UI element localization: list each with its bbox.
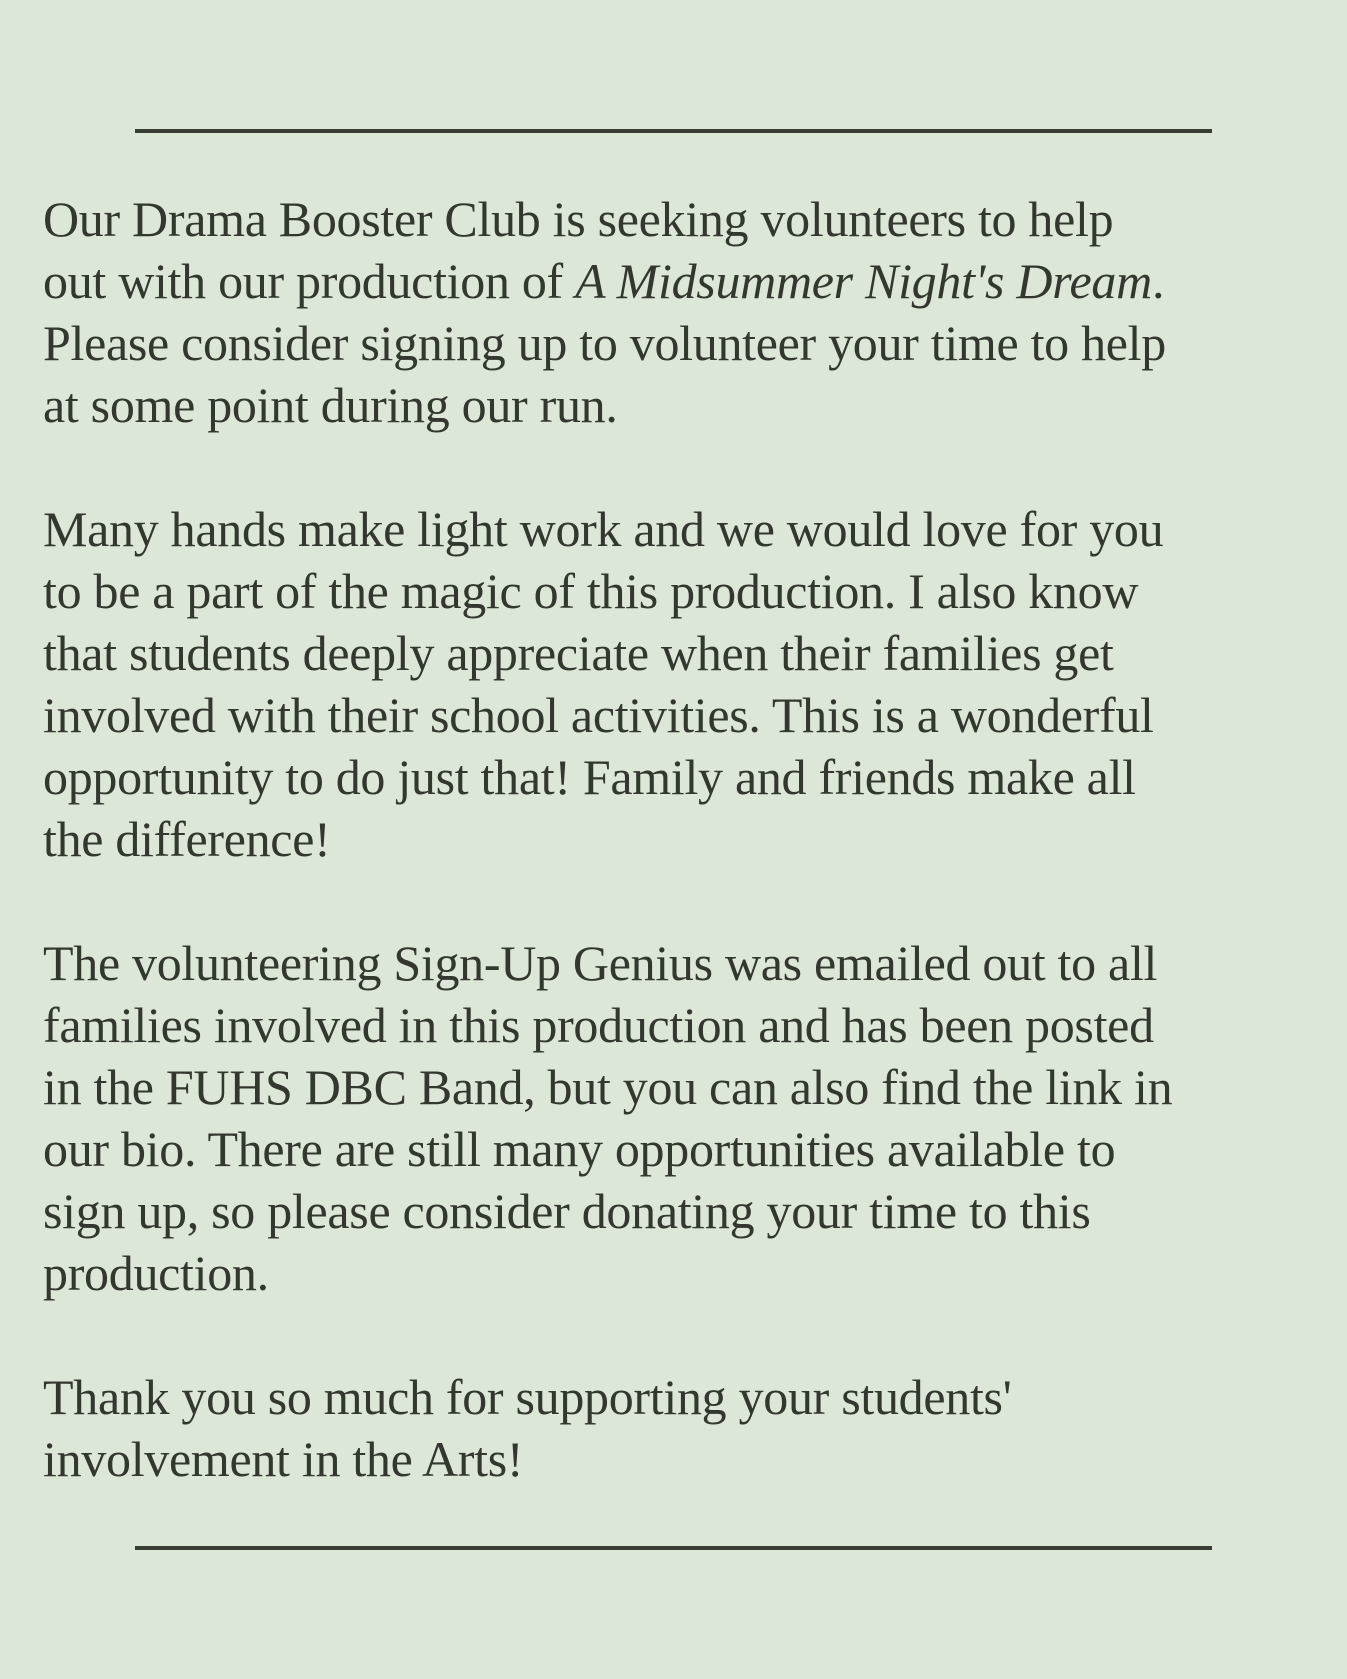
play-title: A Midsummer Night's Dream — [575, 253, 1152, 309]
text-line: production. — [43, 1245, 269, 1301]
paragraph-thanks — [43, 1366, 1333, 1490]
text-line: our bio. There are still many opportunities available to — [43, 1121, 1116, 1177]
text-line: Please consider signing up to volunteer your time to help — [43, 315, 1166, 371]
paragraph-intro — [43, 188, 1333, 436]
paragraph-many-hands — [43, 498, 1333, 870]
text-line: at some point during our run. — [43, 377, 618, 433]
text-line: that students deeply appreciate when their families get — [43, 625, 1114, 681]
text-line: Many hands make light work and we would love for you — [43, 501, 1164, 557]
text-line: the difference! — [43, 811, 331, 867]
text-line: in the FUHS DBC Band, but you can also find the link in — [43, 1059, 1173, 1115]
paragraph-signup — [43, 932, 1333, 1304]
bottom-divider — [135, 1546, 1212, 1550]
top-divider — [135, 129, 1212, 133]
text-line: involvement in the Arts! — [43, 1431, 524, 1487]
text-segment: . — [1151, 253, 1165, 309]
text-line: Thank you so much for supporting your students' — [43, 1369, 1012, 1425]
text-segment: out with our production of — [43, 253, 576, 309]
announcement-body — [43, 188, 1333, 1552]
text-line: families involved in this production and has been posted — [43, 997, 1154, 1053]
text-line: sign up, so please consider donating your time to this — [43, 1183, 1091, 1239]
text-line: involved with their school activities. This is a wonderful — [43, 687, 1154, 743]
text-line: Our Drama Booster Club is seeking volunteers to help — [43, 191, 1114, 247]
text-line: to be a part of the magic of this production. I also know — [43, 563, 1139, 619]
text-line: opportunity to do just that! Family and friends make all — [43, 749, 1136, 805]
text-line — [43, 250, 1333, 312]
text-line: The volunteering Sign-Up Genius was emailed out to all — [43, 935, 1158, 991]
